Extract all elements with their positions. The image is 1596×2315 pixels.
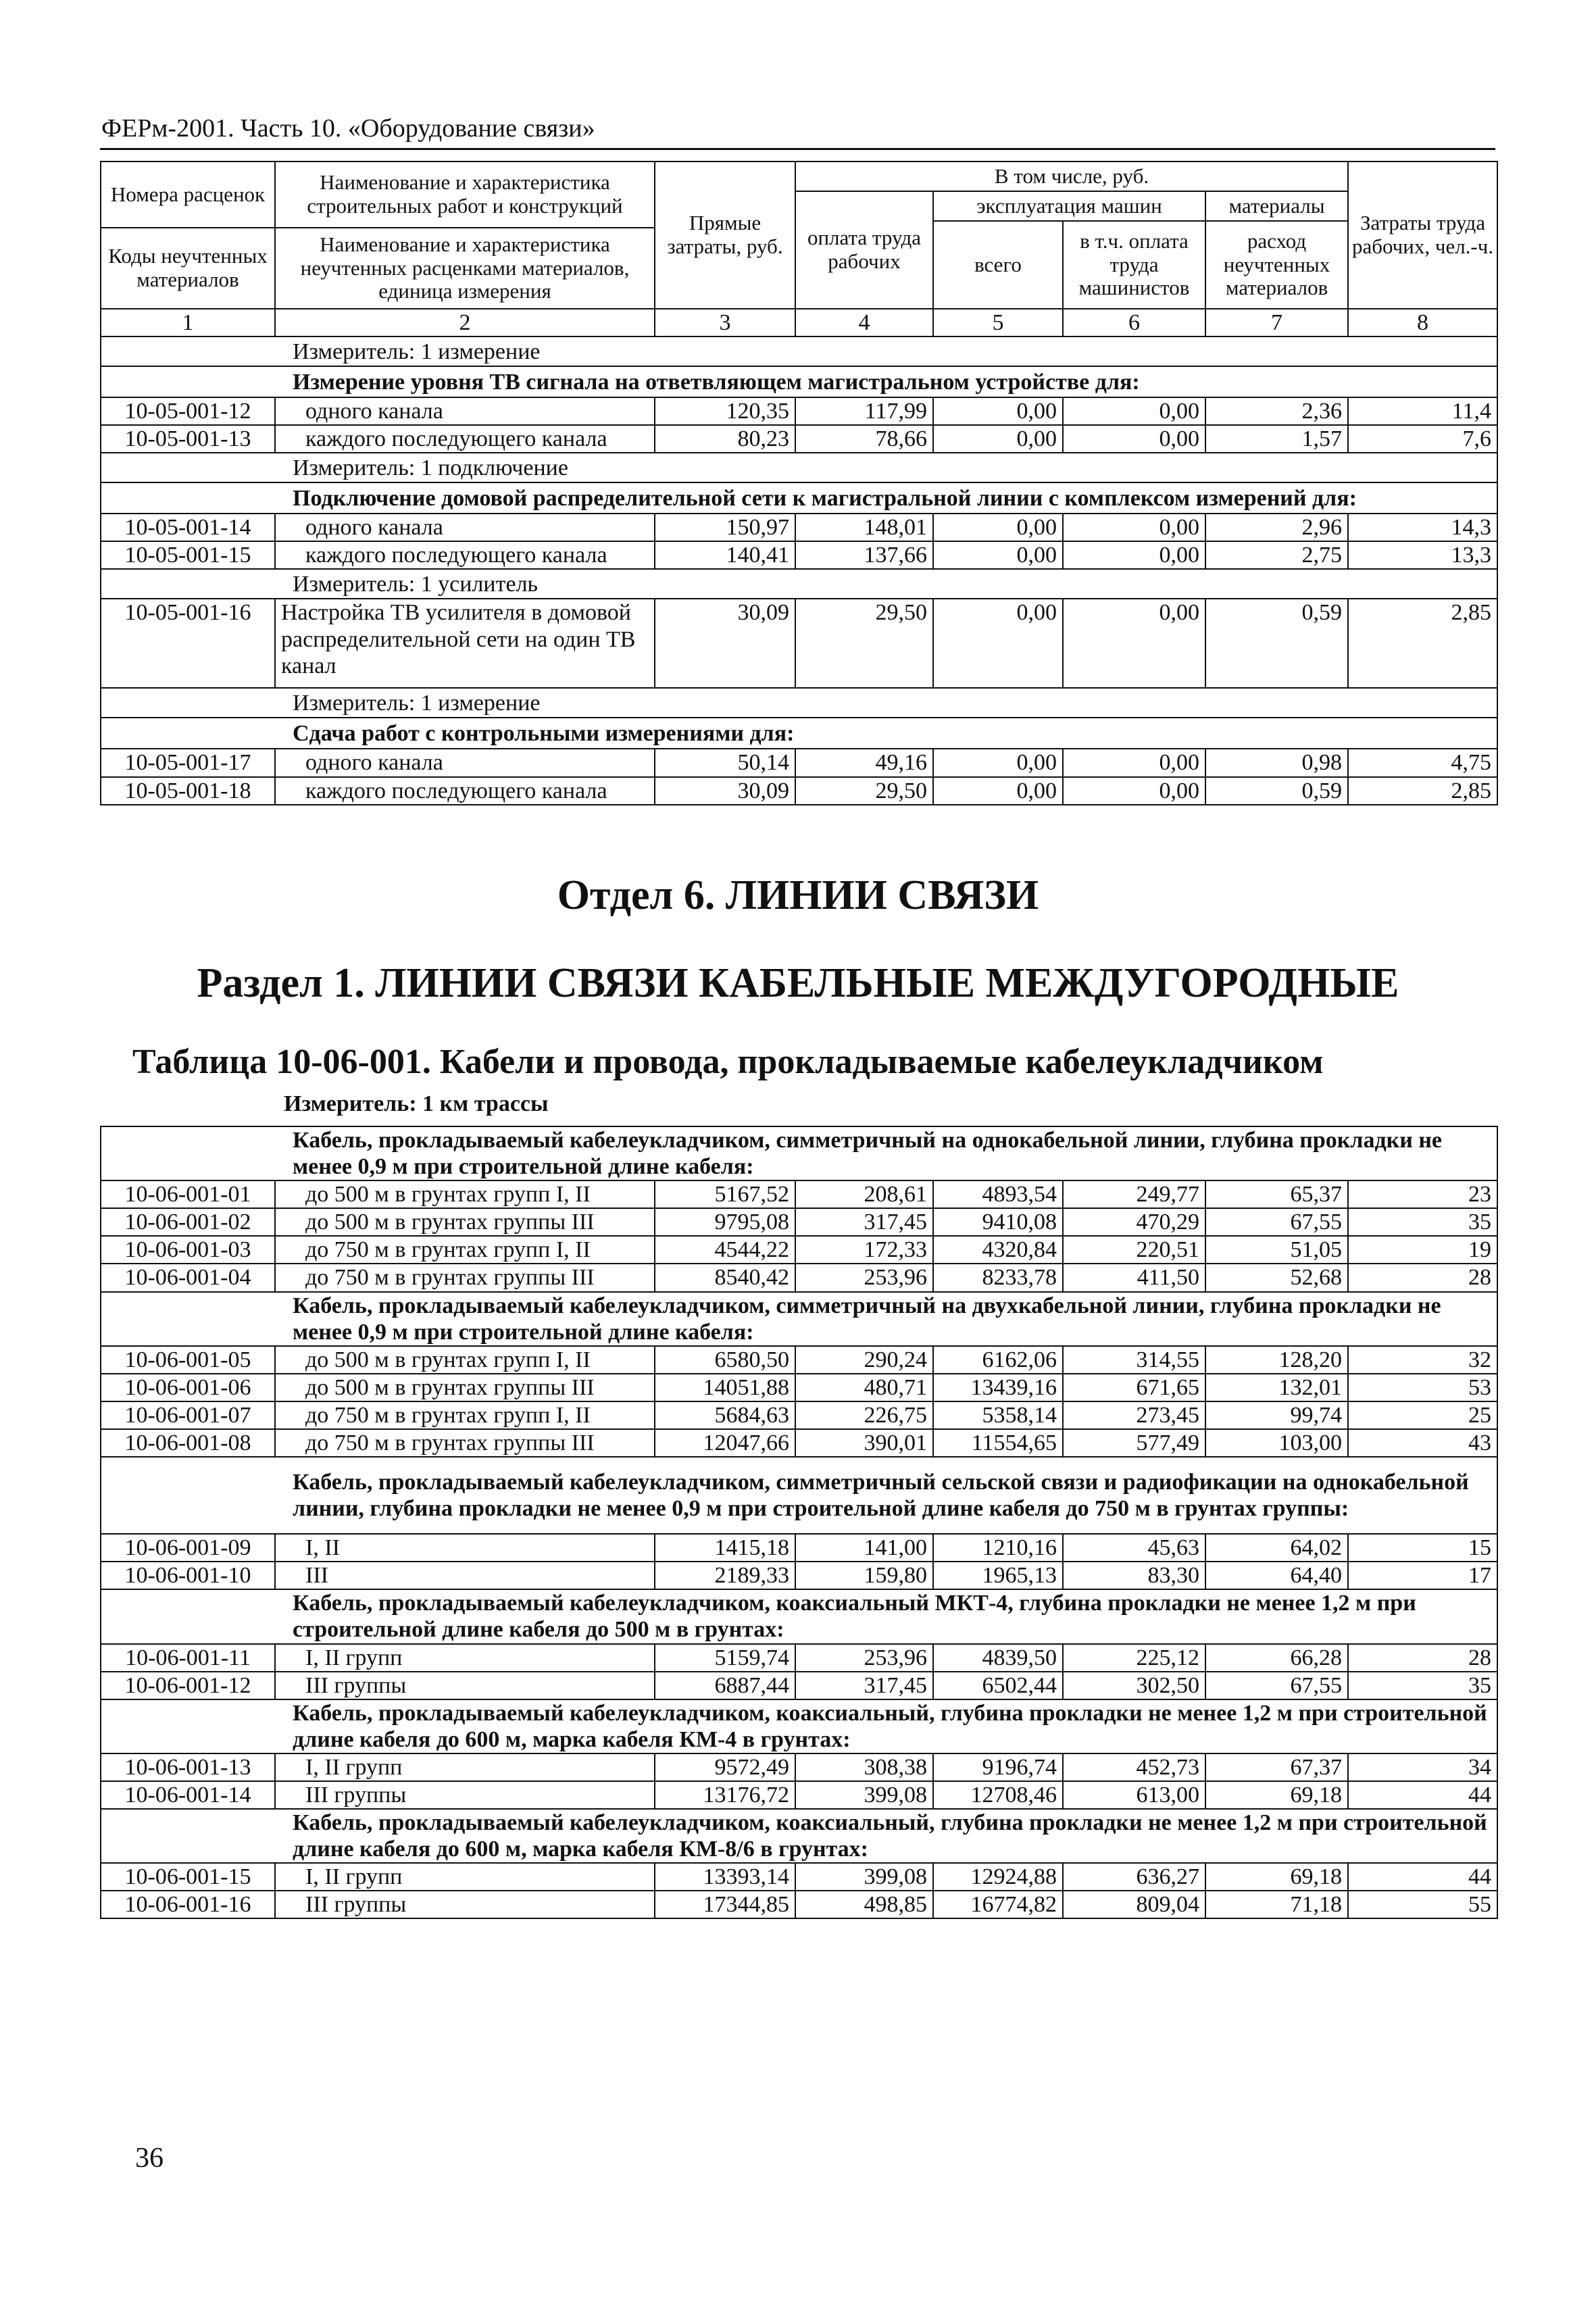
cell-machines-total: 11554,65 (933, 1429, 1063, 1457)
cell-labor: 35 (1348, 1208, 1497, 1236)
cell-labor: 2,85 (1348, 777, 1497, 805)
meter-label-row (101, 688, 1497, 718)
cell-machines-total: 4893,54 (933, 1180, 1063, 1208)
cell-wages: 399,08 (795, 1863, 933, 1891)
col-header-machines-total: всего (933, 221, 1063, 309)
cell-wages: 29,50 (795, 599, 933, 688)
table-row (101, 1236, 1497, 1264)
table-row (101, 777, 1497, 805)
col-header-including: В том числе, руб. (795, 161, 1348, 191)
table-row (101, 1374, 1497, 1401)
table-meter: Измеритель: 1 км трассы (284, 1091, 549, 1116)
cell-materials: 1,57 (1205, 425, 1348, 453)
cell-direct-costs: 9795,08 (655, 1208, 795, 1236)
cell-wages: 226,75 (795, 1401, 933, 1429)
col-header-rate-numbers: Номера расценок (101, 161, 275, 228)
cell-materials: 65,37 (1205, 1180, 1348, 1208)
cell-machinists-wages: 0,00 (1063, 749, 1205, 776)
cell-wages: 498,85 (795, 1891, 933, 1918)
cell-work-name: до 500 м в грунтах групп I, II (275, 1346, 655, 1374)
table-row (101, 1562, 1497, 1589)
division-title: Отдел 6. ЛИНИИ СВЯЗИ (557, 872, 1039, 918)
group-title-row (101, 482, 1497, 514)
cell-machines-total: 5358,14 (933, 1401, 1063, 1429)
cell-machines-total: 4839,50 (933, 1644, 1063, 1672)
col-header-work-name: Наименование и характеристика строительных работ и конструкций (275, 161, 655, 228)
col-header-materials: материалы (1205, 191, 1348, 221)
group-title-row (101, 1809, 1497, 1863)
table-row (101, 397, 1497, 425)
cell-machinists-wages: 577,49 (1063, 1429, 1205, 1457)
cell-machines-total: 0,00 (933, 777, 1063, 805)
cell-rate-code: 10-06-001-03 (101, 1236, 275, 1264)
cell-machinists-wages: 249,77 (1063, 1180, 1205, 1208)
cell-direct-costs: 9572,49 (655, 1753, 795, 1781)
spacer-cell (101, 1699, 275, 1753)
table-row (101, 1863, 1497, 1891)
col-header-materials-use: расход неучтенных материалов (1205, 221, 1348, 309)
table-row (101, 1672, 1497, 1699)
cell-materials: 64,02 (1205, 1534, 1348, 1562)
cell-work-name: III группы (275, 1781, 655, 1809)
running-header: ФЕРм-2001. Часть 10. «Оборудование связи» (101, 114, 595, 143)
cell-direct-costs: 30,09 (655, 599, 795, 688)
cell-machines-total: 8233,78 (933, 1264, 1063, 1291)
cell-work-name: I, II (275, 1534, 655, 1562)
group-title-row (101, 1292, 1497, 1346)
cell-materials: 64,40 (1205, 1562, 1348, 1589)
cell-machinists-wages: 452,73 (1063, 1753, 1205, 1781)
column-number: 4 (795, 309, 933, 337)
cell-materials: 2,36 (1205, 397, 1348, 425)
cell-wages: 399,08 (795, 1781, 933, 1809)
table-row (101, 1264, 1497, 1291)
spacer-cell (101, 1292, 275, 1346)
cell-work-name: до 500 м в грунтах групп I, II (275, 1180, 655, 1208)
cell-machines-total: 0,00 (933, 541, 1063, 569)
cell-materials: 51,05 (1205, 1236, 1348, 1264)
meter-label-row (101, 569, 1497, 599)
col-header-material-names: Наименование и характеристика неучтенных расценками материалов, единица измерения (275, 228, 655, 309)
cell-wages: 159,80 (795, 1562, 933, 1589)
cell-work-name: III группы (275, 1891, 655, 1918)
cell-rate-code: 10-05-001-15 (101, 541, 275, 569)
table-row (101, 749, 1497, 776)
spacer-cell (101, 569, 275, 599)
cell-work-name: I, II групп (275, 1753, 655, 1781)
cell-labor: 25 (1348, 1401, 1497, 1429)
cell-rate-code: 10-05-001-16 (101, 599, 275, 688)
meter-label: Измеритель: 1 усилитель (275, 569, 1497, 599)
cell-wages: 317,45 (795, 1208, 933, 1236)
column-number: 7 (1205, 309, 1348, 337)
group-title: Сдача работ с контрольными измерениями для: (275, 718, 1497, 749)
table-row (101, 599, 1497, 688)
cell-rate-code: 10-05-001-12 (101, 397, 275, 425)
cell-labor: 11,4 (1348, 397, 1497, 425)
cell-materials: 0,59 (1205, 599, 1348, 688)
cell-wages: 141,00 (795, 1534, 933, 1562)
cell-labor: 7,6 (1348, 425, 1497, 453)
cell-machines-total: 0,00 (933, 514, 1063, 541)
section-title: Раздел 1. ЛИНИИ СВЯЗИ КАБЕЛЬНЫЕ МЕЖДУГОРОДНЫЕ (197, 960, 1399, 1006)
spacer-cell (101, 1809, 275, 1863)
page-number: 36 (135, 2143, 164, 2174)
cell-materials: 67,55 (1205, 1672, 1348, 1699)
cell-labor: 35 (1348, 1672, 1497, 1699)
cell-work-name: до 750 м в грунтах групп I, II (275, 1236, 655, 1264)
meter-label-row (101, 337, 1497, 366)
cell-work-name: одного канала (275, 749, 655, 776)
cell-machinists-wages: 809,04 (1063, 1891, 1205, 1918)
table-row (101, 1891, 1497, 1918)
column-numbers-row (101, 309, 1497, 337)
cell-labor: 19 (1348, 1236, 1497, 1264)
cell-machinists-wages: 225,12 (1063, 1644, 1205, 1672)
cell-labor: 15 (1348, 1534, 1497, 1562)
cell-labor: 4,75 (1348, 749, 1497, 776)
meter-label: Измеритель: 1 измерение (275, 688, 1497, 718)
cell-wages: 49,16 (795, 749, 933, 776)
cell-machinists-wages: 83,30 (1063, 1562, 1205, 1589)
cell-direct-costs: 140,41 (655, 541, 795, 569)
spacer-cell (101, 688, 275, 718)
cell-materials: 2,96 (1205, 514, 1348, 541)
col-header-machines: эксплуатация машин (933, 191, 1205, 221)
cell-machines-total: 9410,08 (933, 1208, 1063, 1236)
table-row (101, 1401, 1497, 1429)
cell-labor: 28 (1348, 1264, 1497, 1291)
cell-direct-costs: 8540,42 (655, 1264, 795, 1291)
col-header-material-codes: Коды неучтенных материалов (101, 228, 275, 309)
cell-labor: 44 (1348, 1863, 1497, 1891)
cell-machinists-wages: 636,27 (1063, 1863, 1205, 1891)
group-title-row (101, 1457, 1497, 1534)
cell-machinists-wages: 273,45 (1063, 1401, 1205, 1429)
cell-work-name: до 750 м в грунтах группы III (275, 1264, 655, 1291)
spacer-cell (101, 1589, 275, 1643)
cell-direct-costs: 6580,50 (655, 1346, 795, 1374)
cell-labor: 34 (1348, 1753, 1497, 1781)
column-number: 3 (655, 309, 795, 337)
cell-wages: 290,24 (795, 1346, 933, 1374)
cell-rate-code: 10-06-001-12 (101, 1672, 275, 1699)
cell-direct-costs: 50,14 (655, 749, 795, 776)
header-rule (100, 148, 1495, 150)
col-header-direct-costs: Прямые затраты, руб. (655, 161, 795, 309)
spacer-cell (101, 366, 275, 397)
spacer-cell (101, 453, 275, 482)
cell-direct-costs: 120,35 (655, 397, 795, 425)
cell-rate-code: 10-05-001-18 (101, 777, 275, 805)
cell-machinists-wages: 0,00 (1063, 514, 1205, 541)
cell-rate-code: 10-06-001-16 (101, 1891, 275, 1918)
column-number: 2 (275, 309, 655, 337)
cell-machinists-wages: 411,50 (1063, 1264, 1205, 1291)
table-row (101, 1644, 1497, 1672)
cell-machinists-wages: 314,55 (1063, 1346, 1205, 1374)
cell-rate-code: 10-06-001-13 (101, 1753, 275, 1781)
cell-direct-costs: 17344,85 (655, 1891, 795, 1918)
group-title: Кабель, прокладываемый кабелеукладчиком, симметричный на двухкабельной линии, глубина прокладки не менее 0,9 м при строительной длине кабеля: (275, 1292, 1497, 1346)
cell-machinists-wages: 0,00 (1063, 777, 1205, 805)
cell-labor: 13,3 (1348, 541, 1497, 569)
cell-work-name: I, II групп (275, 1644, 655, 1672)
cell-work-name: III (275, 1562, 655, 1589)
group-title: Подключение домовой распределительной сети к магистральной линии с комплексом измерений для: (275, 482, 1497, 514)
cell-machinists-wages: 302,50 (1063, 1672, 1205, 1699)
cell-materials: 69,18 (1205, 1781, 1348, 1809)
table-row (101, 1429, 1497, 1457)
cell-labor: 43 (1348, 1429, 1497, 1457)
cell-work-name: I, II групп (275, 1863, 655, 1891)
cell-machinists-wages: 671,65 (1063, 1374, 1205, 1401)
table-row (101, 541, 1497, 569)
cell-rate-code: 10-06-001-02 (101, 1208, 275, 1236)
table-row (101, 425, 1497, 453)
column-number: 5 (933, 309, 1063, 337)
cell-machines-total: 0,00 (933, 599, 1063, 688)
cell-wages: 317,45 (795, 1672, 933, 1699)
cell-rate-code: 10-06-001-01 (101, 1180, 275, 1208)
cell-work-name: Настройка ТВ усилителя в домовой распределительной сети на один ТВ канал (275, 599, 655, 688)
cell-direct-costs: 150,97 (655, 514, 795, 541)
cell-direct-costs: 5167,52 (655, 1180, 795, 1208)
cell-rate-code: 10-05-001-17 (101, 749, 275, 776)
group-title-row (101, 1699, 1497, 1753)
cell-direct-costs: 2189,33 (655, 1562, 795, 1589)
cell-rate-code: 10-06-001-08 (101, 1429, 275, 1457)
cell-rate-code: 10-06-001-07 (101, 1401, 275, 1429)
cell-machines-total: 1210,16 (933, 1534, 1063, 1562)
cell-machines-total: 4320,84 (933, 1236, 1063, 1264)
cell-rate-code: 10-06-001-04 (101, 1264, 275, 1291)
cell-machinists-wages: 0,00 (1063, 397, 1205, 425)
group-title-row (101, 366, 1497, 397)
cell-direct-costs: 12047,66 (655, 1429, 795, 1457)
cell-machines-total: 9196,74 (933, 1753, 1063, 1781)
cell-wages: 253,96 (795, 1644, 933, 1672)
group-title: Кабель, прокладываемый кабелеукладчиком, симметричный сельской связи и радиофикации на однокабельной линии, глубина прокладки не менее 0,9 м при строительной длине кабеля до 750 м в грунтах группы: (275, 1457, 1497, 1534)
cell-direct-costs: 4544,22 (655, 1236, 795, 1264)
cell-direct-costs: 5159,74 (655, 1644, 795, 1672)
cell-rate-code: 10-05-001-13 (101, 425, 275, 453)
cell-materials: 132,01 (1205, 1374, 1348, 1401)
cell-labor: 32 (1348, 1346, 1497, 1374)
group-title-row (101, 1589, 1497, 1643)
cell-wages: 117,99 (795, 397, 933, 425)
cell-wages: 253,96 (795, 1264, 933, 1291)
cell-wages: 29,50 (795, 777, 933, 805)
cell-materials: 66,28 (1205, 1644, 1348, 1672)
cell-materials: 52,68 (1205, 1264, 1348, 1291)
cell-work-name: до 500 м в грунтах группы III (275, 1208, 655, 1236)
cell-work-name: каждого последующего канала (275, 777, 655, 805)
cell-rate-code: 10-06-001-09 (101, 1534, 275, 1562)
column-number: 8 (1348, 309, 1497, 337)
cell-direct-costs: 13393,14 (655, 1863, 795, 1891)
meter-label-row (101, 453, 1497, 482)
cell-direct-costs: 30,09 (655, 777, 795, 805)
cell-wages: 308,38 (795, 1753, 933, 1781)
cell-direct-costs: 13176,72 (655, 1781, 795, 1809)
cell-rate-code: 10-06-001-10 (101, 1562, 275, 1589)
cell-materials: 2,75 (1205, 541, 1348, 569)
table-row (101, 1208, 1497, 1236)
cell-rate-code: 10-06-001-06 (101, 1374, 275, 1401)
group-title: Кабель, прокладываемый кабелеукладчиком, коаксиальный, глубина прокладки не менее 1,2 м при строительной длине кабеля до 600 м, марка кабеля КМ-8/6 в грунтах: (275, 1809, 1497, 1863)
cell-labor: 14,3 (1348, 514, 1497, 541)
cell-machinists-wages: 0,00 (1063, 425, 1205, 453)
cell-machinists-wages: 613,00 (1063, 1781, 1205, 1809)
cell-work-name: одного канала (275, 514, 655, 541)
cell-machines-total: 12708,46 (933, 1781, 1063, 1809)
cell-labor: 28 (1348, 1644, 1497, 1672)
meter-label: Измеритель: 1 подключение (275, 453, 1497, 482)
cell-machines-total: 1965,13 (933, 1562, 1063, 1589)
cell-labor: 53 (1348, 1374, 1497, 1401)
spacer-cell (101, 337, 275, 366)
column-number: 6 (1063, 309, 1205, 337)
cell-materials: 69,18 (1205, 1863, 1348, 1891)
cell-rate-code: 10-06-001-15 (101, 1863, 275, 1891)
cell-labor: 55 (1348, 1891, 1497, 1918)
cell-machines-total: 0,00 (933, 425, 1063, 453)
group-title-row (101, 718, 1497, 749)
column-number: 1 (101, 309, 275, 337)
cell-wages: 208,61 (795, 1180, 933, 1208)
cell-rate-code: 10-05-001-14 (101, 514, 275, 541)
cell-labor: 44 (1348, 1781, 1497, 1809)
table-row (101, 1180, 1497, 1208)
cell-direct-costs: 6887,44 (655, 1672, 795, 1699)
cell-direct-costs: 80,23 (655, 425, 795, 453)
cell-materials: 99,74 (1205, 1401, 1348, 1429)
cell-work-name: каждого последующего канала (275, 541, 655, 569)
cell-machines-total: 16774,82 (933, 1891, 1063, 1918)
meter-label: Измеритель: 1 измерение (275, 337, 1497, 366)
table-row (101, 1781, 1497, 1809)
cell-machines-total: 6502,44 (933, 1672, 1063, 1699)
cell-work-name: до 500 м в грунтах группы III (275, 1374, 655, 1401)
cell-labor: 23 (1348, 1180, 1497, 1208)
cell-wages: 78,66 (795, 425, 933, 453)
cell-direct-costs: 1415,18 (655, 1534, 795, 1562)
cell-materials: 0,98 (1205, 749, 1348, 776)
cell-materials: 0,59 (1205, 777, 1348, 805)
col-header-wages: оплата труда рабочих (795, 191, 933, 309)
cell-rate-code: 10-06-001-05 (101, 1346, 275, 1374)
group-title: Кабель, прокладываемый кабелеукладчиком, коаксиальный, глубина прокладки не менее 1,2 м при строительной длине кабеля до 600 м, марка кабеля КМ-4 в грунтах: (275, 1699, 1497, 1753)
cell-wages: 480,71 (795, 1374, 933, 1401)
cell-work-name: одного канала (275, 397, 655, 425)
group-title-row (101, 1126, 1497, 1180)
cell-machinists-wages: 0,00 (1063, 599, 1205, 688)
table-row (101, 514, 1497, 541)
group-title: Кабель, прокладываемый кабелеукладчиком, коаксиальный МКТ-4, глубина прокладки не менее 1,2 м при строительной длине кабеля до 500 м в грунтах: (275, 1589, 1497, 1643)
cell-materials: 128,20 (1205, 1346, 1348, 1374)
cell-work-name: до 750 м в грунтах групп I, II (275, 1401, 655, 1429)
cell-labor: 2,85 (1348, 599, 1497, 688)
cell-machines-total: 6162,06 (933, 1346, 1063, 1374)
group-title: Измерение уровня ТВ сигнала на ответвляющем магистральном устройстве для: (275, 366, 1497, 397)
cell-machines-total: 0,00 (933, 749, 1063, 776)
cell-wages: 172,33 (795, 1236, 933, 1264)
rates-table-top (100, 161, 1498, 805)
spacer-cell (101, 1126, 275, 1180)
cell-labor: 17 (1348, 1562, 1497, 1589)
cell-direct-costs: 14051,88 (655, 1374, 795, 1401)
table-title: Таблица 10-06-001. Кабели и провода, прокладываемые кабелеукладчиком (132, 1043, 1324, 1081)
table-row (101, 1534, 1497, 1562)
cable-rates-table (100, 1126, 1498, 1919)
cell-wages: 390,01 (795, 1429, 933, 1457)
cell-work-name: III группы (275, 1672, 655, 1699)
cell-materials: 71,18 (1205, 1891, 1348, 1918)
spacer-cell (101, 482, 275, 514)
cell-rate-code: 10-06-001-11 (101, 1644, 275, 1672)
cell-work-name: до 750 м в грунтах группы III (275, 1429, 655, 1457)
cell-machines-total: 12924,88 (933, 1863, 1063, 1891)
cell-direct-costs: 5684,63 (655, 1401, 795, 1429)
cell-work-name: каждого последующего канала (275, 425, 655, 453)
spacer-cell (101, 718, 275, 749)
cell-machinists-wages: 0,00 (1063, 541, 1205, 569)
cell-machines-total: 0,00 (933, 397, 1063, 425)
table-row (101, 1753, 1497, 1781)
spacer-cell (101, 1457, 275, 1534)
cell-materials: 67,55 (1205, 1208, 1348, 1236)
cell-materials: 67,37 (1205, 1753, 1348, 1781)
col-header-machinists-wages: в т.ч. оплата труда машинистов (1063, 221, 1205, 309)
cell-machinists-wages: 45,63 (1063, 1534, 1205, 1562)
cell-rate-code: 10-06-001-14 (101, 1781, 275, 1809)
group-title: Кабель, прокладываемый кабелеукладчиком, симметричный на однокабельной линии, глубина прокладки не менее 0,9 м при строительной длине кабеля: (275, 1126, 1497, 1180)
cell-wages: 148,01 (795, 514, 933, 541)
cell-machinists-wages: 470,29 (1063, 1208, 1205, 1236)
cell-materials: 103,00 (1205, 1429, 1348, 1457)
cell-machines-total: 13439,16 (933, 1374, 1063, 1401)
col-header-labor: Затраты труда рабочих, чел.-ч. (1348, 161, 1497, 309)
cell-machinists-wages: 220,51 (1063, 1236, 1205, 1264)
cell-wages: 137,66 (795, 541, 933, 569)
table-row (101, 1346, 1497, 1374)
